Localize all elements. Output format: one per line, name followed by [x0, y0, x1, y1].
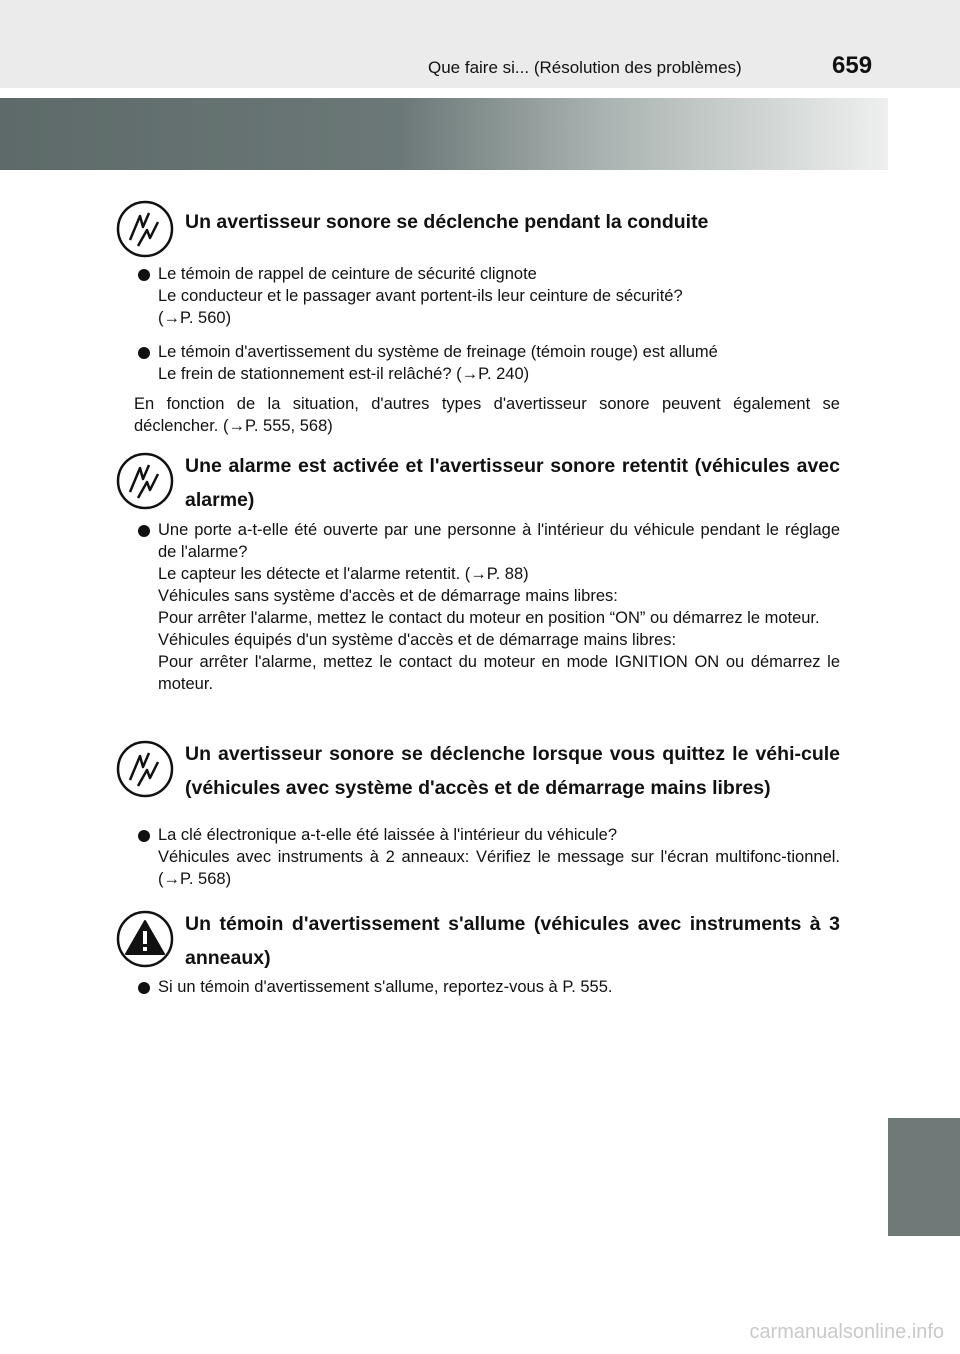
- bullet-dot: [138, 525, 150, 537]
- section-title: Un avertisseur sonore se déclenche pendant la conduite: [185, 211, 709, 233]
- bullet-dot: [138, 830, 150, 842]
- bullet-text: Si un témoin d'avertissement s'allume, reportez-vous à P. 555.: [158, 978, 613, 996]
- warning-buzzer-icon: [116, 740, 174, 798]
- watermark: carmanualsonline.info: [749, 1321, 944, 1343]
- section-note: En fonction de la situation, d'autres types d'avertisseur sonore peuvent également se déclencher. (→P. 555, 568): [134, 395, 840, 435]
- warning-buzzer-icon: [116, 200, 174, 258]
- page-number: 659: [832, 52, 873, 79]
- section-title: Une alarme est activée et l'avertisseur sonore retentit (véhicules avec alarme): [185, 455, 840, 511]
- bullet-dot: [138, 269, 150, 281]
- section-title: Un témoin d'avertissement s'allume (véhicules avec instruments à 3 anneaux): [185, 913, 840, 969]
- running-header-title: Que faire si... (Résolution des problèmes): [428, 58, 742, 77]
- bullet-text: Le témoin d'avertissement du système de freinage (témoin rouge) est allumé Le frein de stationnement est-il relâché? (→P. 240): [158, 343, 718, 383]
- bullet-dot: [138, 347, 150, 359]
- bullet-text: La clé électronique a-t-elle été laissée à l'intérieur du véhicule? Véhicules avec instruments à 2 anneaux: Vérifiez le message sur l'écran multifonc-tionnel. (→P. 568): [158, 826, 840, 888]
- exclamation-warning-icon: [116, 910, 174, 968]
- warning-buzzer-icon: [116, 452, 174, 510]
- chapter-banner: [0, 98, 888, 170]
- chapter-side-tab: [888, 1118, 960, 1236]
- bullet-text: Une porte a-t-elle été ouverte par une personne à l'intérieur du véhicule pendant le réglage de l'alarme? Le capteur les détecte et l'alarme retentit. (→P. 88) Véhicules sans système d'accès et de démarrage mains libres: Pour arrêter l'alarme, mettez le contact du moteur en position “ON” ou démarrez le moteur. Véhicules équipés d'un système d'accès et de démarrage mains libres: Pour arrêter l'alarme, mettez le contact du moteur en mode IGNITION ON ou démarrez le moteur.: [158, 521, 840, 693]
- bullet-text: Le témoin de rappel de ceinture de sécurité clignote Le conducteur et le passager avant portent-ils leur ceinture de sécurité? (→P. 560): [158, 265, 683, 327]
- bullet-dot: [138, 982, 150, 994]
- section-title: Un avertisseur sonore se déclenche lorsque vous quittez le véhi-cule (véhicules avec système d'accès et de démarrage mains libres): [185, 743, 840, 799]
